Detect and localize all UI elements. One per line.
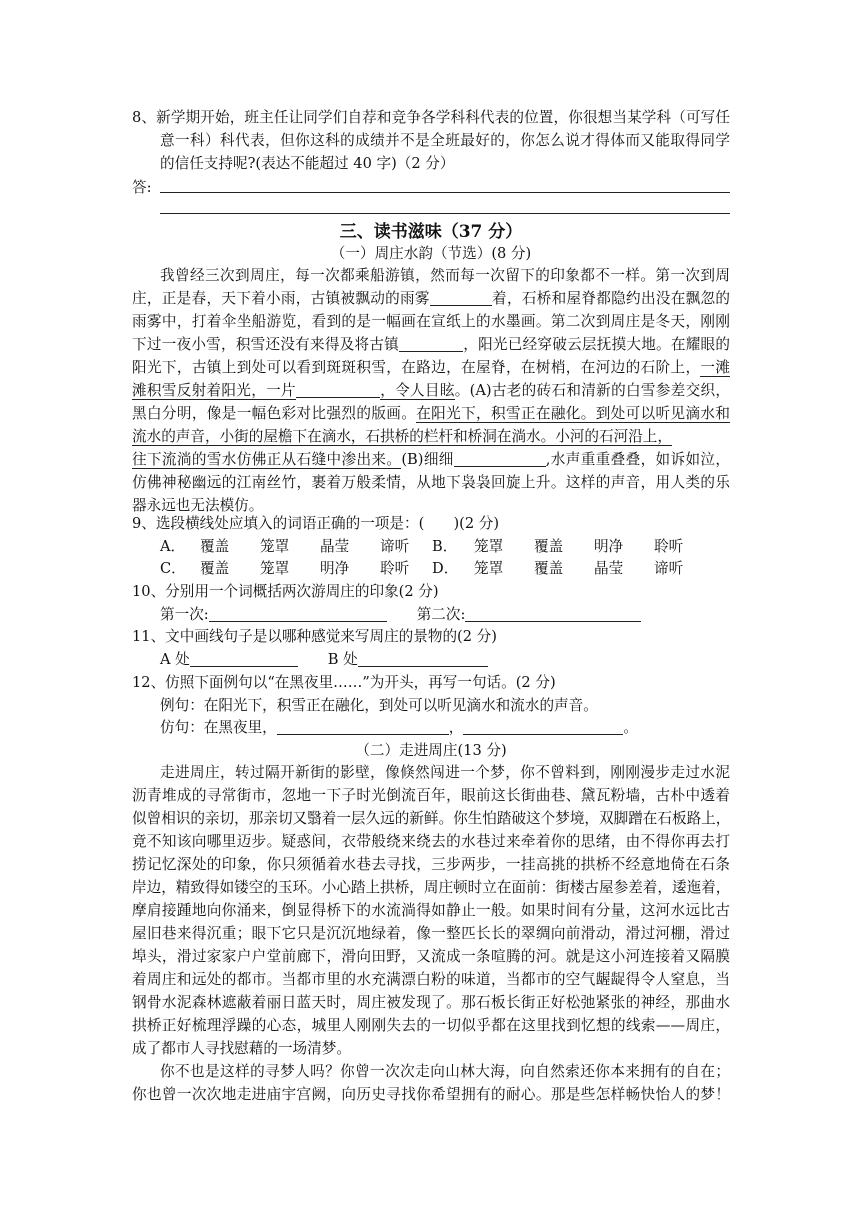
option-c-letter[interactable]: C．: [160, 560, 186, 577]
passage-1-line: 庄，正是春，天下着小雨，古镇被飘动的雨雾 着，石桥和屋脊都隐约出没在飘忽的: [132, 290, 730, 307]
passage-1-line: 阳光下，古镇上到处可以看到斑斑积雪，在路边，在屋脊，在树梢，在河边的石阶上，一滩: [132, 359, 730, 376]
q8-line-3: 的信任支持呢?(表达不能超过 40 字)（2 分）: [160, 155, 455, 172]
passage-1-line: 黑白分明，像是一幅色彩对比强烈的版画。在阳光下，积雪正在融化。到处可以听见滴水和: [132, 405, 730, 422]
passage-2-line: 你也曾一次次地走进庙宇宫阙，向历史寻找你希望拥有的耐心。那是些怎样畅快怡人的梦！: [132, 1086, 730, 1103]
q12-imitate: 仿句：在黑夜里， ， 。: [160, 719, 638, 736]
passage-2-line: 钢骨水泥森林遮蔽着丽日蓝天时，周庄被发现了。那石板长街正好松弛紧张的神经，那曲水: [132, 994, 730, 1011]
q8-line-2: 意一科）科代表，但你这科的成绩并不是全班最好的，你怎么说才得体而又能取得同学: [160, 132, 730, 149]
passage-2-line: 走进周庄，转过隔开新街的影壁，像倏然闯进一个梦，你不曾料到，刚刚漫步走过水泥: [160, 764, 730, 781]
answer-label: 答:: [132, 179, 152, 196]
passage-2-line: 捞记忆深处的印象，你只须循着水巷去寻找，三步两步，一挂高挑的拱桥不经意地倚在石条: [132, 856, 730, 873]
passage-2-line: 竟不知该向哪里迈步。疑惑间，衣带般绕来绕去的水巷过来牵着你的思绪，由不得你再去打: [132, 833, 730, 850]
q11-answers: A 处 B 处: [160, 649, 758, 671]
blank-2[interactable]: [399, 335, 463, 352]
passage-2-line: 岸边，精致得如镂空的玉环。小心踏上拱桥，周庄顿时立在面前：街楼古屋参差着，逶迤着，: [132, 879, 731, 896]
passage-1-line: [132, 426, 730, 448]
part-2-title: （二）走进周庄(13 分): [355, 742, 507, 759]
q12-blank-1[interactable]: [277, 718, 449, 735]
q10-answers: 第一次: 第二次:: [160, 604, 758, 626]
q8-line-1: 8、新学期开始，班主任让同学们自荐和竞争各学科科代表的位置，你很想当某学科（可写任: [132, 109, 730, 126]
passage-2-line: 成了都市人寻找慰藉的一场清梦。: [132, 1040, 351, 1057]
passage-2-line: 着周庄和远处的都市。当都市里的水充满漂白粉的味道，当都市的空气龌龊得令人窒息，当: [132, 971, 730, 988]
q12-blank-2[interactable]: [463, 718, 623, 735]
q9-stem: 9、选段横线处应填入的词语正确的一项是：( )(2 分): [132, 515, 500, 532]
passage-1-line: 往下流淌的雪水仿佛正从石缝中渗出来。(B)细细 ,水声重重叠叠，如诉如泣，: [132, 451, 730, 468]
blank-1[interactable]: [430, 289, 492, 306]
passage-1-line: 雨雾中，打着伞坐船游览，看到的是一幅画在宣纸上的水墨画。第二次到周庄是冬天，刚刚: [132, 313, 730, 330]
answer-line-2[interactable]: [160, 213, 730, 214]
q10-stem: 10、分别用一个词概括两次游周庄的印象(2 分): [132, 583, 439, 600]
underlined-sentence-a: 滩积雪反射着阳光，一片: [132, 382, 296, 399]
q11-stem: 11、文中画线句子是以哪种感觉来写周庄的景物的(2 分): [132, 628, 497, 645]
passage-2-line: 埠头，滑过家家户户堂前廊下，滑向田野，又流成一条喧腾的河。就是这小河连接着又隔膜: [132, 948, 730, 965]
part-1-title: （一）周庄水韵（节选）(8 分): [330, 245, 532, 262]
passage-2-line: 沥青堆成的寻常街市，忽地一下子时光倒流百年，眼前这长街曲巷、黛瓦粉墙，古朴中透着: [132, 787, 730, 804]
blank-4[interactable]: [454, 450, 546, 467]
underlined-sentence-b: 流水的声音，小街的屋檐下在滴水，石拱桥的栏杆和桥洞在淌水。小河的石河沿上，: [132, 428, 672, 445]
underlined-sentence-b: 在阳光下，积雪正在融化。到处可以听见滴水和: [416, 405, 730, 422]
underlined-sentence-b: 往下流淌的雪水仿佛正从石缝中渗出来。: [132, 451, 402, 468]
option-d-letter[interactable]: D．: [432, 560, 459, 577]
passage-1-line: 滩积雪反射着阳光，一片 ，令人目眩。(A)古老的砖石和清新的白雪参差交织，: [132, 382, 730, 399]
q9-options-row-2: C． 覆盖 笼罩 明净 聆听 D． 笼罩 覆盖 晶莹 谛听: [160, 558, 758, 580]
passage-1-line: 下过一夜小雪，积雪还没有来得及将古镇 ，阳光已经穿破云层抚摸大地。在耀眼的: [132, 336, 730, 353]
passage-1-line: 仿佛神秘幽远的江南丝竹，裹着万般柔情，从地下袅袅回旋上升。这样的声音，用人类的乐: [132, 474, 730, 491]
q11-b-blank[interactable]: [358, 650, 488, 667]
q9-options-row-1: A． 覆盖 笼罩 晶莹 谛听 B． 笼罩 覆盖 明净 聆听: [160, 536, 758, 558]
passage-2-line: 拱桥正好梳理浮躁的心态，城里人刚刚失去的一切似乎都在这里找到忆想的线索——周庄，: [132, 1017, 730, 1034]
q12-example: 例句：在阳光下，积雪正在融化，到处可以听见滴水和流水的声音。: [160, 697, 598, 714]
passage-2-line: 摩肩接踵地向你涌来，倒显得桥下的水流淌得如静止一般。如果时间有分量，这河水远比古: [132, 902, 730, 919]
passage-2-line: 似曾相识的亲切，那亲切又翳着一层久远的新鲜。你生怕踏破这个梦境，双脚蹭在石板路上，: [132, 810, 731, 827]
answer-line-1[interactable]: [160, 192, 730, 193]
q10-second-blank[interactable]: [465, 605, 641, 622]
option-a-letter[interactable]: A．: [160, 538, 186, 555]
passage-1-line: 器永远也无法模仿。: [132, 497, 264, 514]
q12-stem: 12、仿照下面例句以“在黑夜里……”为开头，再写一句话。(2 分): [132, 674, 556, 691]
blank-3[interactable]: [296, 381, 380, 398]
passage-2-line: 你不也是这样的寻梦人吗？你曾一次次走向山林大海，向自然索还你本来拥有的自在；: [160, 1063, 730, 1080]
underlined-sentence-a: 一滩: [700, 359, 730, 376]
q10-first-blank[interactable]: [209, 605, 387, 622]
section-3-title: 三、读书滋味（37 分）: [339, 222, 523, 242]
option-b-letter[interactable]: B．: [432, 538, 458, 555]
passage-1-line: 我曾经三次到周庄，每一次都乘船游镇，然而每一次留下的印象都不一样。第一次到周: [160, 267, 730, 284]
passage-2-line: 屋旧巷来得沉重；眼下它只是沉沉地绿着，像一整匹长长的翠绸向前滑动，滑过河棚，滑过: [132, 925, 730, 942]
q11-a-blank[interactable]: [190, 650, 298, 667]
